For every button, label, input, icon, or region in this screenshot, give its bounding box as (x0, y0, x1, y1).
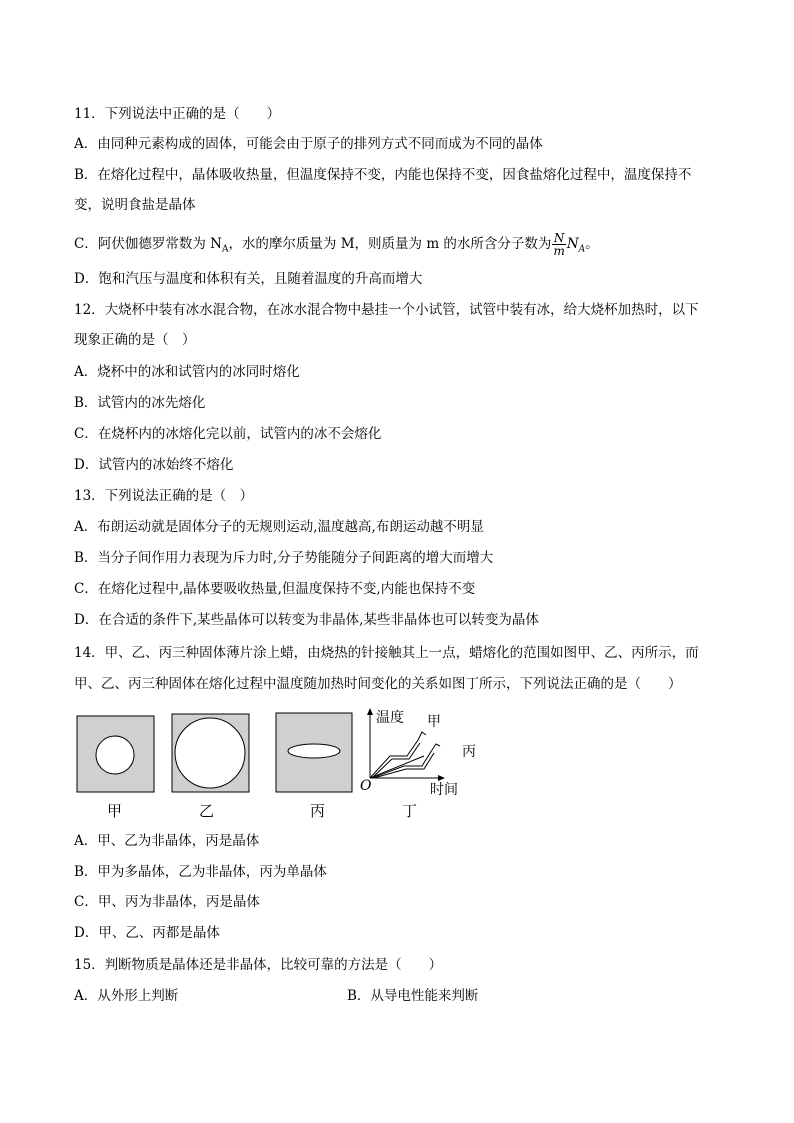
x-axis-label: 时间 (430, 782, 458, 798)
y-axis-arrow (367, 708, 373, 715)
q13-option-a: A．布朗运动就是固体分子的无规则运动,温度越高,布朗运动越不明显 (74, 519, 484, 535)
curve-label-jia: 甲 (427, 714, 441, 730)
fraction-numerator: N (553, 231, 565, 245)
q14-option-d: D．甲、乙、丙都是晶体 (74, 925, 220, 941)
q13-option-d: D．在合适的条件下,某些晶体可以转变为非晶体,某些非晶体也可以转变为晶体 (74, 612, 539, 628)
q11-c-end: 。 (585, 236, 599, 252)
q11-option-b-line2: 变，说明食盐是晶体 (74, 197, 196, 213)
q12-option-b: B．试管内的冰先熔化 (74, 395, 206, 411)
q11-option-a: A．由同种元素构成的固体，可能会由于原子的排列方式不同而成为不同的晶体 (74, 136, 543, 152)
q15-option-a: A．从外形上判断 (74, 988, 179, 1004)
curve-label-bing: 丙 (462, 744, 476, 760)
wax-melting-figure (74, 708, 494, 798)
figure-label-jia: 甲 (107, 802, 123, 820)
q12-option-c: C．在烧杯内的冰熔化完以前，试管内的冰不会熔化 (74, 426, 382, 442)
q12-option-d: D．试管内的冰始终不熔化 (74, 457, 234, 473)
q13-option-b: B．当分子间作用力表现为斥力时,分子势能随分子间距离的增大而增大 (74, 550, 494, 566)
q12-stem-line1: 12．大烧杯中装有冰水混合物，在冰水混合物中悬挂一个小试管，试管中装有冰，给大烧杯加热时，以下 (74, 302, 699, 318)
q14-stem-line1: 14．甲、乙、丙三种固体薄片涂上蜡，由烧热的针接触其上一点，蜡熔化的范围如图甲、乙、丙所示，而 (74, 645, 699, 661)
melt-circle-yi (175, 718, 245, 788)
q14-figure (74, 708, 494, 820)
q12-option-a: A．烧杯中的冰和试管内的冰同时熔化 (74, 364, 300, 380)
melt-circle-jia (96, 736, 134, 774)
q12-stem-line2: 现象正确的是（ ） (74, 332, 196, 348)
q14-option-b: B．甲为多晶体，乙为非晶体，丙为单晶体 (74, 864, 327, 880)
q15-option-b: B．从导电性能来判断 (347, 988, 479, 1004)
melt-ellipse-bing (288, 744, 340, 758)
q11-c-fraction (552, 232, 565, 257)
q11-stem: 11．下列说法中正确的是（ ） (74, 106, 281, 122)
x-axis-arrow (438, 775, 445, 781)
q11-c-middle: ，水的摩尔质量为 M，则质量为 m 的水所含分子数为 (228, 236, 552, 252)
figure-label-yi: 乙 (199, 802, 215, 820)
origin-label: O (360, 778, 372, 794)
fraction-denominator: m (553, 244, 565, 258)
q11-c-tail-sub: A (578, 244, 586, 255)
q11-c-sub: A (221, 244, 229, 255)
q11-c-prefix: C．阿伏伽德罗常数为 N (74, 236, 222, 252)
q15-stem: 15．判断物质是晶体还是非晶体，比较可靠的方法是（ ） (74, 957, 443, 973)
q11-c-tail: N (566, 236, 579, 252)
curve-bing-end (432, 744, 440, 750)
q14-option-a: A．甲、乙为非晶体，丙是晶体 (74, 833, 260, 849)
curve-jia-end (418, 732, 426, 740)
figure-label-bing: 丙 (310, 802, 326, 820)
y-axis-label: 温度 (376, 710, 404, 726)
q13-stem: 13．下列说法正确的是（ ） (74, 488, 254, 504)
q11-option-b-line1: B．在熔化过程中，晶体吸收热量，但温度保持不变，内能也保持不变，因食盐熔化过程中，温度保持不 (74, 167, 692, 183)
q14-option-c: C．甲、丙为非晶体，丙是晶体 (74, 894, 260, 910)
q13-option-c: C．在熔化过程中,晶体要吸收热量,但温度保持不变,内能也保持不变 (74, 581, 476, 597)
q11-option-d: D．饱和汽压与温度和体积有关，且随着温度的升高而增大 (74, 271, 423, 287)
figure-label-ding: 丁 (402, 802, 418, 820)
q14-stem-line2: 甲、乙、丙三种固体在熔化过程中温度随加热时间变化的关系如图丁所示，下列说法正确的是（ ） (74, 676, 682, 692)
q11-option-c (74, 232, 599, 260)
